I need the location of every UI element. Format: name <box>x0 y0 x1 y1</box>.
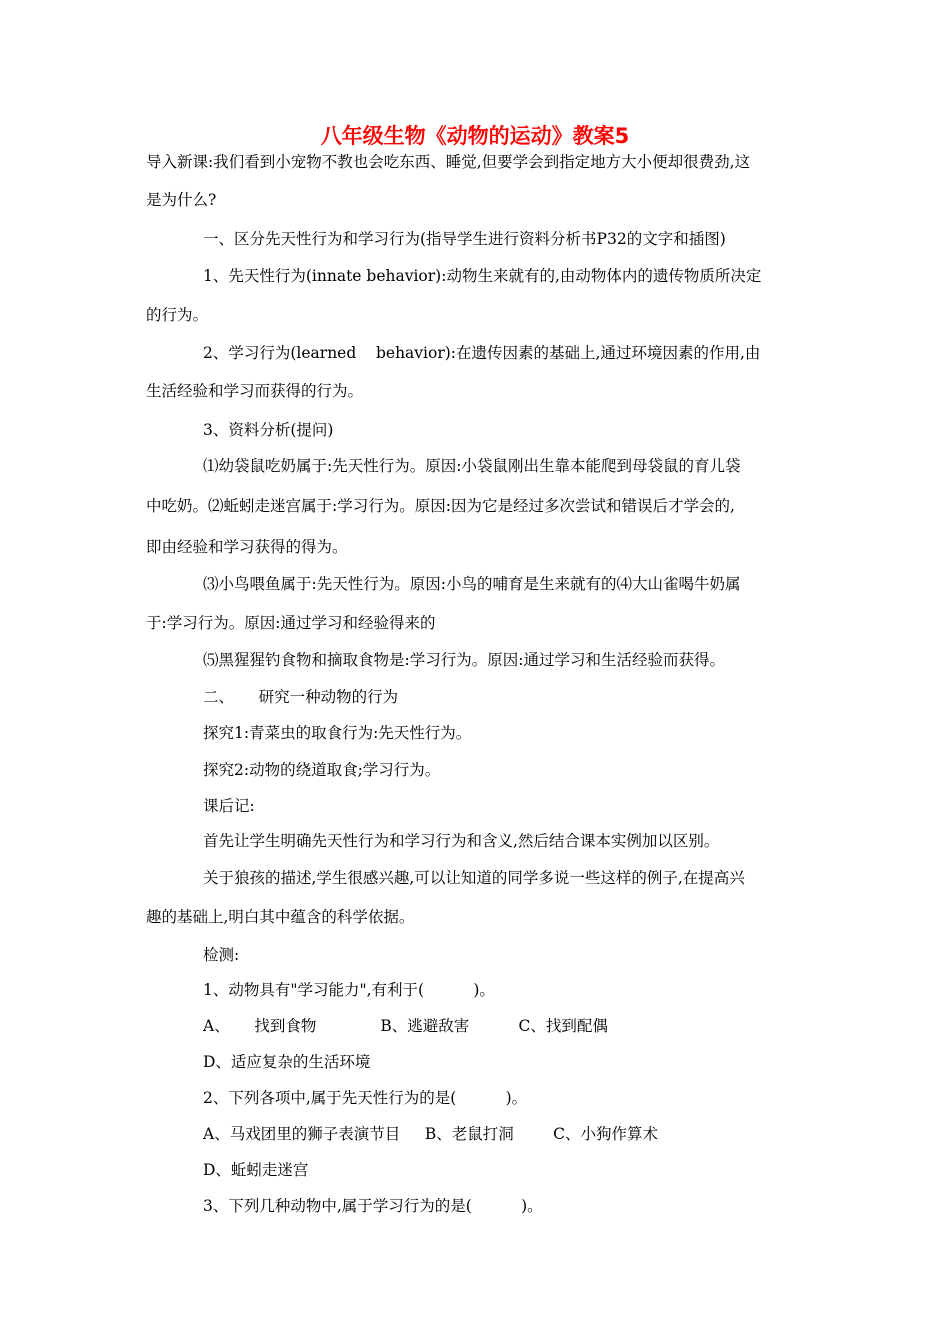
text-line: ⑸黑猩猩钓食物和摘取食物是:学习行为。原因:通过学习和生活经验而获得。 <box>203 651 725 669</box>
text-line: 的行为。 <box>146 306 209 324</box>
text-line: 3、资料分析(提问) <box>203 421 334 439</box>
text-line: 即由经验和学习获得的得为。 <box>146 538 348 556</box>
text-line: ⑴幼袋鼠吃奶属于:先天性行为。原因:小袋鼠刚出生靠本能爬到母袋鼠的育儿袋 <box>203 457 741 475</box>
text-line: A、马戏团里的狮子表演节目 B、老鼠打洞 C、小狗作算术 <box>203 1125 658 1143</box>
text-line: 导入新课:我们看到小宠物不教也会吃东西、睡觉,但要学会到指定地方大小便却很费劲,这 <box>146 153 751 171</box>
text-line: 二、 研究一种动物的行为 <box>203 688 399 706</box>
text-line: 3、下列几种动物中,属于学习行为的是( )。 <box>203 1197 543 1215</box>
text-line: 1、先天性行为(innate behavior):动物生来就有的,由动物体内的遗传物质所决定 <box>203 267 762 285</box>
text-line: 是为什么? <box>146 191 217 209</box>
document-title: 八年级生物《动物的运动》教案5 <box>320 124 630 148</box>
text-line: 中吃奶。⑵蚯蚓走迷宫属于:学习行为。原因:因为它是经过多次尝试和错误后才学会的, <box>146 497 735 515</box>
text-line: 课后记: <box>203 797 255 815</box>
text-line: 生活经验和学习而获得的行为。 <box>146 382 364 400</box>
text-line: ⑶小鸟喂鱼属于:先天性行为。原因:小鸟的哺育是生来就有的⑷大山雀喝牛奶属 <box>203 575 741 593</box>
text-line: 于:学习行为。原因:通过学习和经验得来的 <box>146 614 436 632</box>
text-line: 探究1:青菜虫的取食行为:先天性行为。 <box>203 724 472 742</box>
text-line: 检测: <box>203 946 240 964</box>
text-line: 1、动物具有"学习能力",有利于( )。 <box>203 981 495 999</box>
text-line: 一、区分先天性行为和学习行为(指导学生进行资料分析书P32的文字和插图) <box>203 230 726 248</box>
text-line: 探究2:动物的绕道取食;学习行为。 <box>203 761 441 779</box>
text-line: 2、下列各项中,属于先天性行为的是( )。 <box>203 1089 528 1107</box>
text-line: A、 找到食物 B、逃避敌害 C、找到配偶 <box>203 1017 608 1035</box>
text-line: D、适应复杂的生活环境 <box>203 1053 371 1071</box>
text-line: D、蚯蚓走迷宫 <box>203 1161 309 1179</box>
text-line: 关于狼孩的描述,学生很感兴趣,可以让知道的同学多说一些这样的例子,在提高兴 <box>203 869 745 887</box>
text-line: 趣的基础上,明白其中蕴含的科学依据。 <box>146 908 415 926</box>
text-line: 2、学习行为(learned behavior):在遗传因素的基础上,通过环境因素的作用,由 <box>203 344 761 362</box>
text-line: 首先让学生明确先天性行为和学习行为和含义,然后结合课本实例加以区别。 <box>203 832 720 850</box>
